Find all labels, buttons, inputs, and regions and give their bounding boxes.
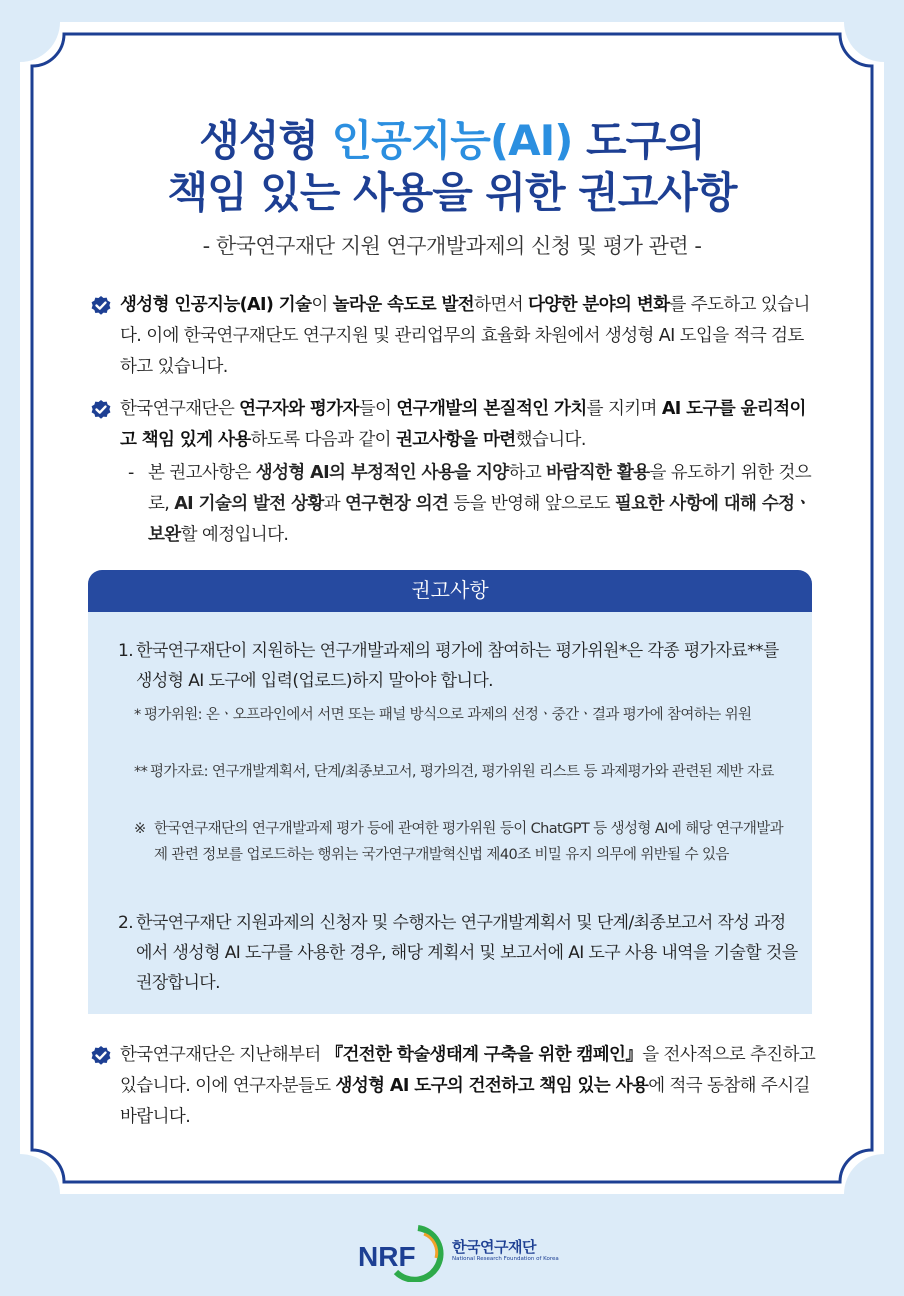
footnote-text: 평가위원: 온ㆍ오프라인에서 서면 또는 패널 방식으로 과제의 선정ㆍ중간ㆍ결과 평가에 참여하는 위원 (144, 707, 752, 723)
footnote-text: 한국연구재단의 연구개발과제 평가 등에 관여한 평가위원 등이 ChatGPT 등 생성형 AI에 해당 연구개발과제 관련 정보를 업로드하는 행위는 국가연구개발혁신법 제40조 비밀 유지 의무에 위반될 수 있음 (154, 821, 784, 863)
emphasis-text: AI 기술의 발전 상황 (174, 494, 324, 514)
note-paragraph (128, 458, 820, 551)
emphasis-text: 권고사항을 마련 (395, 430, 516, 450)
emphasis-text: AI 도구를 윤리적이고 책임 있게 사용 (120, 399, 806, 450)
footnote-evaluator (134, 702, 794, 728)
body-text: 한국연구재단은 (120, 399, 240, 419)
footnote-mark: ** (134, 764, 148, 780)
body-text: 에 적극 동참해 주시길 바랍니다. (120, 1076, 810, 1127)
footnote-mark: * (134, 707, 141, 723)
body-text: 를 지키며 (586, 399, 662, 419)
check-badge-icon (90, 399, 112, 421)
purpose-paragraph (90, 394, 820, 456)
body-text: 본 권고사항은 (148, 463, 256, 483)
page-title-line1: 생성형 인공지능(AI) 도구의 (199, 116, 705, 165)
emphasis-text: 필요한 사항에 대해 수정ㆍ보완 (148, 494, 811, 545)
body-text: 한국연구재단은 지난해부터 (120, 1045, 326, 1065)
emphasis-text: 생성형 인공지능(AI) 기술 (120, 295, 312, 315)
body-text: 할 예정입니다. (180, 525, 289, 545)
subtitle: - 한국연구재단 지원 연구개발과제의 신청 및 평가 관련 - (202, 234, 702, 258)
emphasis-text: 연구현장 의견 (344, 494, 449, 514)
check-badge-icon (90, 295, 112, 317)
recommend-item-2 (118, 908, 798, 998)
item-number: 1. (118, 641, 134, 661)
footnote-materials (134, 759, 794, 785)
item-number: 2. (118, 913, 134, 933)
body-text: 했습니다. (515, 430, 586, 450)
note-dash: - (128, 463, 134, 483)
recommend-header: 권고사항 (88, 570, 812, 612)
emphasis-text: 연구개발의 본질적인 가치 (396, 399, 587, 419)
check-badge-icon (90, 1045, 112, 1067)
body-text: 하고 (508, 463, 547, 483)
emphasis-text: 놀라운 속도로 발전 (332, 295, 475, 315)
body-text: 하면서 (474, 295, 528, 315)
purpose-text (120, 394, 820, 456)
footnote-mark: ※ (134, 821, 146, 837)
intro-text (120, 290, 820, 383)
logo-subtitle: National Research Foundation of Korea (452, 1256, 559, 1262)
footnote-legal (134, 816, 794, 868)
item-text: 한국연구재단이 지원하는 연구개발과제의 평가에 참여하는 평가위원*은 각종 평가자료**를 생성형 AI 도구에 입력(업로드)하지 말아야 합니다. (136, 641, 779, 691)
emphasis-text: 연구자와 평가자 (239, 399, 359, 419)
nrf-logo-icon (356, 1222, 452, 1282)
body-text: 을 유도하기 위한 것으로, (148, 463, 812, 514)
campaign-text (120, 1040, 820, 1133)
body-text: 과 (323, 494, 345, 514)
campaign-paragraph (90, 1040, 820, 1133)
body-text: 하도록 다음과 같이 (250, 430, 396, 450)
emphasis-text: 생성형 AI 도구의 건전하고 책임 있는 사용 (335, 1076, 649, 1096)
body-text: 이 (311, 295, 333, 315)
footnote-text: 평가자료: 연구개발계획서, 단계/최종보고서, 평가의견, 평가위원 리스트 등 과제평가와 관련된 제반 자료 (150, 764, 774, 780)
emphasis-text: 다양한 분야의 변화 (528, 295, 670, 315)
body-text: 를 주도하고 있습니다. 이에 한국연구재단도 연구지원 및 관리업무의 효율화 차원에서 생성형 AI 도입을 적극 검토하고 있습니다. (120, 295, 810, 377)
intro-paragraph (90, 290, 820, 383)
emphasis-text: 『건전한 학술생태계 구축을 위한 캠페인』 (325, 1045, 643, 1065)
emphasis-text: 생성형 AI의 부정적인 사용을 지양 (255, 463, 509, 483)
title-accent: 인공지능(AI) (331, 116, 573, 165)
logo-name: 한국연구재단 (452, 1238, 536, 1256)
emphasis-text: 바람직한 활용 (546, 463, 650, 483)
body-text: 들이 (358, 399, 397, 419)
nrf-logo (356, 1222, 559, 1282)
svg-text:NRF: NRF (358, 1241, 416, 1272)
recommend-item-1 (118, 636, 798, 696)
body-text: 을 전사적으로 추진하고 있습니다. 이에 연구자분들도 (120, 1045, 816, 1096)
page-title-line2: 책임 있는 사용을 위한 권고사항 (167, 168, 737, 217)
note-text (148, 458, 820, 551)
item-text: 한국연구재단 지원과제의 신청자 및 수행자는 연구개발계획서 및 단계/최종보고서 작성 과정에서 생성형 AI 도구를 사용한 경우, 해당 계획서 및 보고서에 AI 도구 사용 내역을 기술할 것을 권장합니다. (136, 913, 798, 993)
body-text: 등을 반영해 앞으로도 (448, 494, 615, 514)
